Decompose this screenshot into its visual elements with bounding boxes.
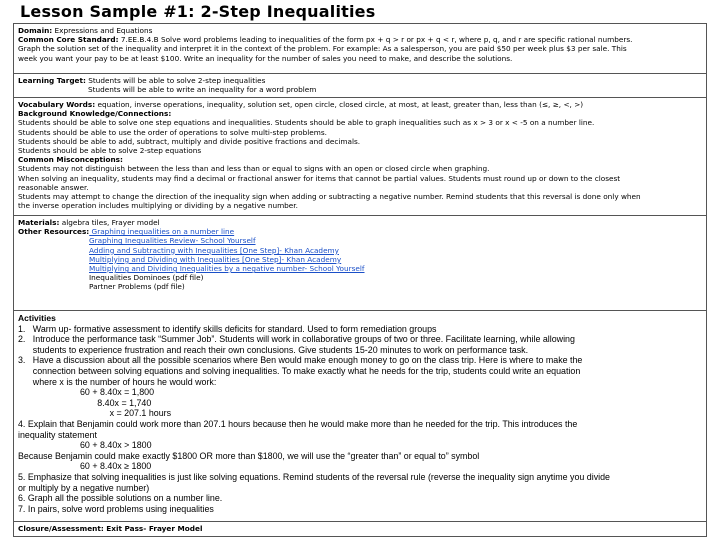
resource-file-dominoes: Inequalities Dominoes (pdf file) <box>89 273 204 283</box>
resource-link-add-subtract[interactable]: Adding and Subtracting with Inequalities [One Step]- Khan Academy <box>89 245 339 255</box>
resource-row-2 <box>18 246 702 255</box>
activity-line-8: inequality statement <box>18 429 97 440</box>
misconception-line-1: Students may not distinguish between the less than and less than or equal to signs with an open or closed circle when graphing. <box>18 164 490 174</box>
activity-line-11: or multiply by a negative number) <box>18 482 150 493</box>
resources-label: Other Resources: <box>18 227 90 237</box>
materials-line <box>18 218 702 227</box>
closure-section <box>14 522 706 538</box>
resource-row-3 <box>18 255 702 264</box>
equation-line-3: x = 207.1 hours <box>80 408 172 419</box>
background-line-2: Students should be able to use the order of operations to solve multi-step problems. <box>18 127 327 137</box>
standards-line <box>18 35 702 44</box>
closure-text: Closure/Assessment: Exit Pass- Frayer Model <box>18 524 203 533</box>
domain-section <box>14 24 706 74</box>
activity-line-3: students to experience frustration and reach their own conclusions. Give students 15-20 minutes to work on performance task. <box>18 344 529 355</box>
activity-line-9: Because Benjamin could make exactly $1800 OR more than $1800, we will use the “greater than” or equal to” symbol <box>18 450 480 461</box>
activity-line-7: 4. Explain that Benjamin could work more than 207.1 hours because then he would make more than he needed for the trip. This introduces the <box>18 418 578 429</box>
activity-line-13: 7. In pairs, solve word problems using inequalities <box>18 503 214 514</box>
vocab-line <box>18 100 702 109</box>
misconception-line-5: the inverse operation includes multiplying or dividing by a negative number. <box>18 201 298 211</box>
learning-targets-section <box>14 74 706 98</box>
activities-heading: Activities <box>18 313 56 323</box>
resources-line <box>18 227 702 236</box>
standards-cont-1: Graph the solution set of the inequality and interpret it in the context of the problem. For example: As a salesperson, you are paid $50 per week plus $3 per sale. This <box>18 44 627 54</box>
materials-label: Materials: <box>18 218 60 227</box>
inequality-line-1: 60 + 8.40x > 1800 <box>80 440 152 451</box>
background-line-3: Students should be able to add, subtract, multiply and divide positive fractions and decimals. <box>18 136 361 146</box>
inequality-line-2: 60 + 8.40x ≥ 1800 <box>80 461 152 472</box>
misconceptions-label: Common Misconceptions: <box>18 155 123 165</box>
target-1: Students will be able to solve 2-step inequalities <box>85 76 266 85</box>
materials-value: algebra tiles, Frayer model <box>59 218 160 227</box>
resource-link-graphing-review[interactable]: Graphing Inequalities Review- School Yourself <box>89 236 256 246</box>
domain-line <box>18 26 702 35</box>
resource-link-negative-number[interactable]: Multiplying and Dividing Inequalities by a negative number- School Yourself <box>89 264 365 274</box>
vocab-label: Vocabulary Words: <box>18 100 96 109</box>
equation-line-1: 60 + 8.40x = 1,800 <box>80 387 155 398</box>
activity-line-10: 5. Emphasize that solving inequalities is just like solving equations. Remind students of the reversal rule (reverse the inequality sign anytime you divide <box>18 471 610 482</box>
resource-link-graphing-number-line[interactable]: Graphing inequalities on a number line <box>89 227 235 237</box>
misconception-line-2: When solving an inequality, students may find a decimal or fractional answer for items that cannot be partial values. Students must round up or down to the closest <box>18 173 621 183</box>
standards-label: Common Core Standard: <box>18 35 119 45</box>
domain-value: Expressions and Equations <box>52 26 153 35</box>
background-label: Background Knowledge/Connections: <box>18 109 172 119</box>
activity-line-5: connection between solving equations and solving inequalities. To make exactly what he needs for the trip, students could write an equation <box>18 365 581 376</box>
background-line-4: Students should be able to solve 2-step equations <box>18 146 202 156</box>
activity-line-12: 6. Graph all the possible solutions on a number line. <box>18 493 223 504</box>
standards-cont-2: week you want your pay to be at least $100. Write an inequality for the number of sales you need to make, and describe the solutions. <box>18 53 513 63</box>
resource-file-partner-problems: Partner Problems (pdf file) <box>89 282 185 292</box>
lesson-plan-table <box>13 23 707 537</box>
misconception-line-4: Students may attempt to change the direction of the inequality sign when adding or subtracting a negative number. Remind students that this reversal is done only when <box>18 192 641 202</box>
activity-line-1: 1. Warm up- formative assessment to identify skills deficits for standard. Used to form remediation groups <box>18 323 437 334</box>
page-title: Lesson Sample #1: 2-Step Inequalities <box>20 2 376 21</box>
activities-section <box>14 311 706 522</box>
equation-line-2: 8.40x = 1,740 <box>80 397 152 408</box>
targets-label: Learning Target: <box>18 76 86 85</box>
vocab-value: equation, inverse operations, inequality, solution set, open circle, closed circle, at most, at least, greater than, less than (≤, ≥, <, >) <box>95 100 584 109</box>
activity-line-2: 2. Introduce the performance task “Summer Job”. Students will work in collaborative groups of two or three. Facilitate learning, while allowing <box>18 334 575 345</box>
target-line-2: Students will be able to write an inequality for a word problem <box>88 85 317 95</box>
target-line-1 <box>18 76 702 85</box>
resource-row-1 <box>18 236 702 245</box>
resource-row-4 <box>18 264 702 273</box>
resource-link-multiply-divide[interactable]: Multiplying and Dividing with Inequalities [One Step]- Khan Academy <box>89 254 342 264</box>
materials-section <box>14 216 706 311</box>
domain-label: Domain: <box>18 26 53 35</box>
activity-line-6: where x is the number of hours he would work: <box>18 376 217 387</box>
misconception-line-3: reasonable answer. <box>18 182 89 192</box>
standards-value: 7.EE.B.4.B Solve word problems leading to inequalities of the form px + q > r or px + q < r, where p, q, and r are specific rational numbers. <box>118 35 633 45</box>
background-line-1: Students should be able to solve one step equations and inequalities. Students should be able to graph inequalities such as x > 3 or x < -5 on a number line. <box>18 118 595 128</box>
vocabulary-section <box>14 98 706 216</box>
activity-line-4: 3. Have a discussion about all the possible scenarios where Ben would make enough money to go on the class trip. Here is where to make the <box>18 355 583 366</box>
